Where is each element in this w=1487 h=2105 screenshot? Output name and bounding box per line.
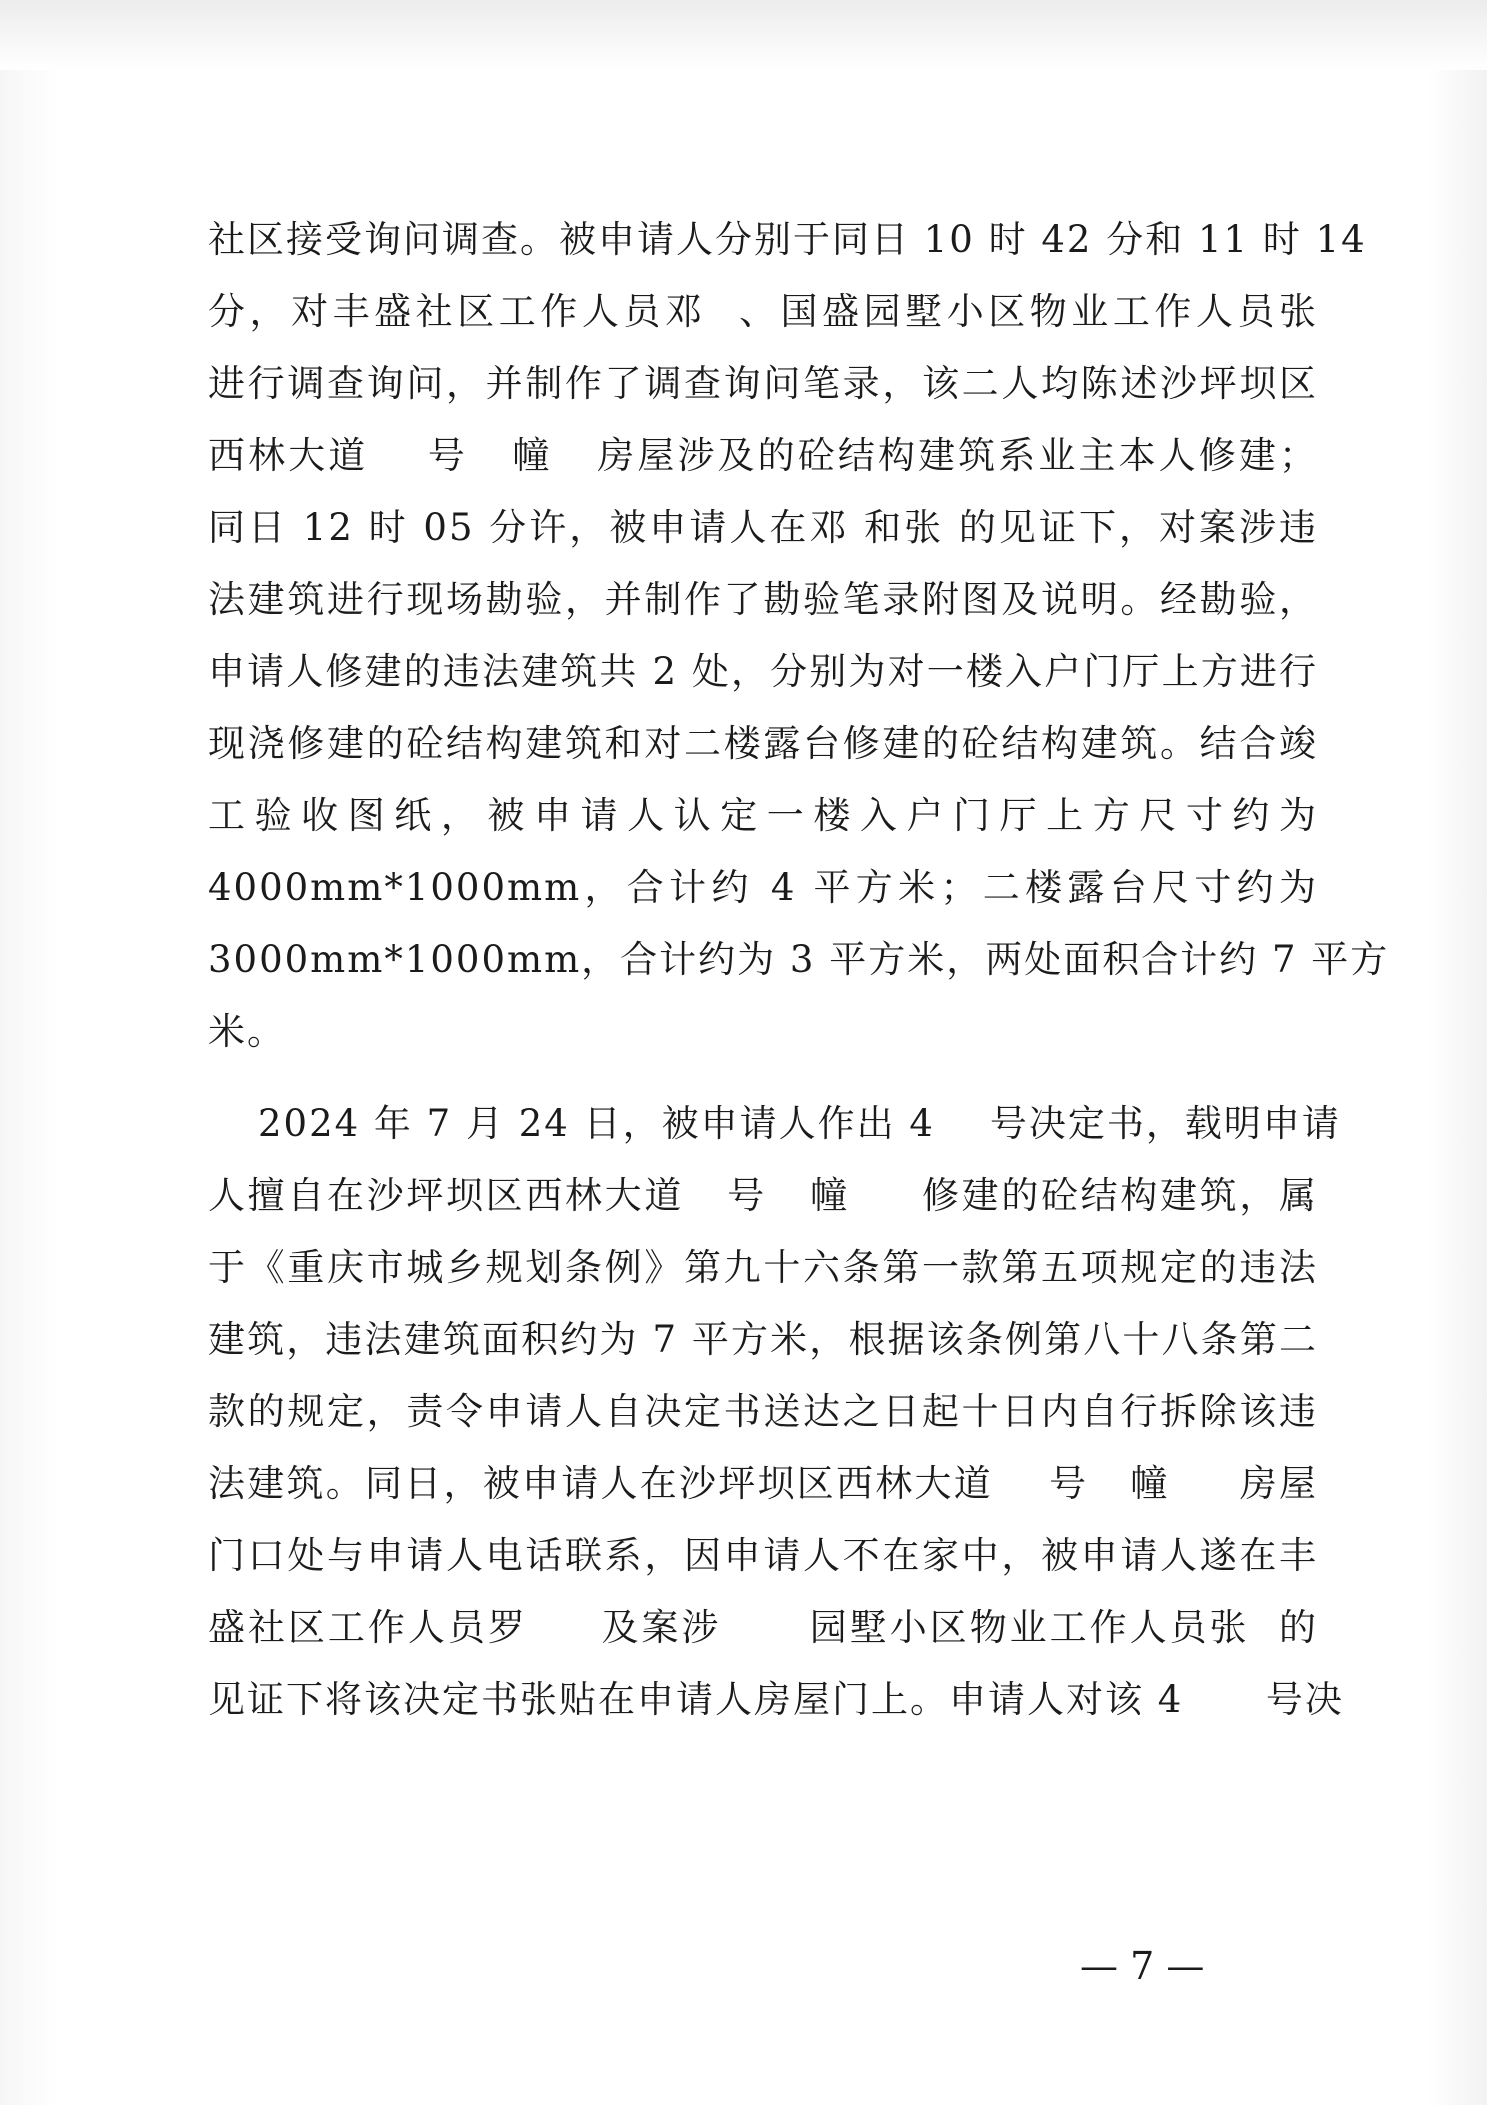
text-line: 4000mm*1000mm，合计约 4 平方米；二楼露台尺寸约为 (208, 866, 1318, 909)
text-line: 工验收图纸，被申请人认定一楼入户门厅上方尺寸约为 (208, 794, 1318, 837)
text-line: 米。 (208, 1010, 286, 1053)
text-line: 见证下将该决定书张贴在申请人房屋门上。申请人对该 4 号决 (208, 1678, 1344, 1721)
text-line: 分，对丰盛社区工作人员邓 、国盛园墅小区物业工作人员张 (208, 290, 1318, 333)
text-line: 3000mm*1000mm，合计约为 3 平方米，两处面积合计约 7 平方 (208, 938, 1390, 981)
text-line: 人擅自在沙坪坝区西林大道 号 幢 修建的砼结构建筑，属 (208, 1174, 1318, 1217)
text-line: 款的规定，责令申请人自决定书送达之日起十日内自行拆除该违 (208, 1390, 1318, 1433)
text-line: 门口处与申请人电话联系，因申请人不在家中，被申请人遂在丰 (208, 1534, 1318, 1577)
text-line: 建筑，违法建筑面积约为 7 平方米，根据该条例第八十八条第二 (208, 1318, 1318, 1361)
text-line: 申请人修建的违法建筑共 2 处，分别为对一楼入户门厅上方进行 (208, 650, 1318, 693)
text-line: 2024 年 7 月 24 日，被申请人作出 4 号决定书，载明申请 (258, 1102, 1341, 1145)
text-line: 西林大道 号 幢 房屋涉及的砼结构建筑系业主本人修建； (208, 434, 1318, 477)
text-line: 社区接受询问调查。被申请人分别于同日 10 时 42 分和 11 时 14 (208, 218, 1367, 261)
text-line: 法建筑进行现场勘验，并制作了勘验笔录附图及说明。经勘验， (208, 578, 1318, 621)
page-number: — 7 — (1080, 1944, 1205, 1988)
text-line: 同日 12 时 05 分许，被申请人在邓 和张 的见证下，对案涉违 (208, 506, 1318, 549)
text-line: 于《重庆市城乡规划条例》第九十六条第一款第五项规定的违法 (208, 1246, 1318, 1289)
text-line: 进行调查询问，并制作了调查询问笔录，该二人均陈述沙坪坝区 (208, 362, 1318, 405)
text-line: 盛社区工作人员罗 及案涉 园墅小区物业工作人员张 的 (208, 1606, 1318, 1649)
text-line: 法建筑。同日，被申请人在沙坪坝区西林大道 号 幢 房屋 (208, 1462, 1318, 1505)
text-line: 现浇修建的砼结构建筑和对二楼露台修建的砼结构建筑。结合竣 (208, 722, 1318, 765)
